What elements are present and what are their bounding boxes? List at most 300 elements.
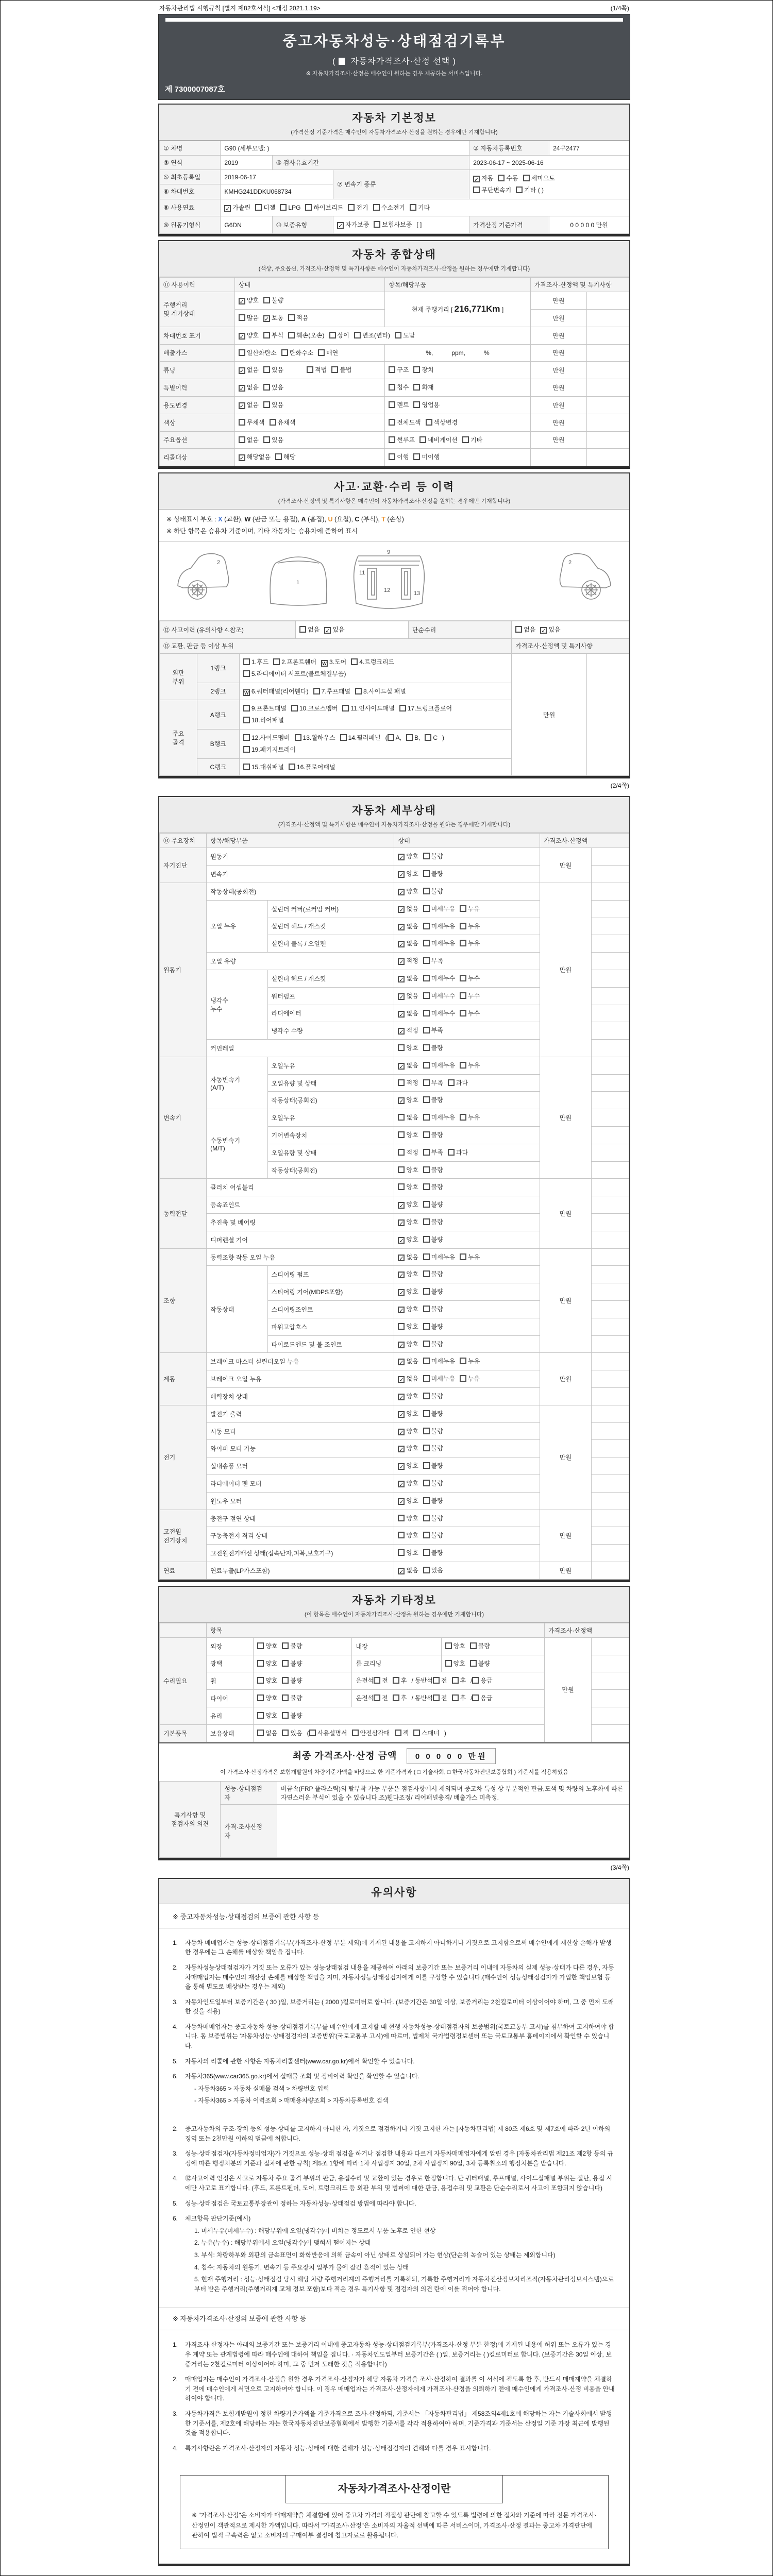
checkbox[interactable] [426,419,432,426]
checkbox[interactable] [282,1712,289,1719]
checkbox[interactable]: ✓ [399,1221,404,1227]
checkbox[interactable]: ✓ [399,1273,404,1279]
checkbox[interactable]: ✓ [399,1464,404,1471]
checkbox[interactable]: ✓ [474,177,479,183]
checkbox[interactable] [423,940,430,946]
checkbox[interactable] [398,1149,405,1156]
checkbox[interactable]: ✓ [399,994,404,1001]
checkbox[interactable] [445,1660,452,1667]
checkbox[interactable]: ✓ [399,959,404,966]
checkbox[interactable] [423,957,430,964]
checkbox[interactable] [398,1323,405,1330]
checkbox[interactable] [398,1549,405,1556]
checkbox[interactable] [398,1044,405,1051]
checkbox[interactable] [406,734,413,741]
text: W [244,516,251,523]
option-label: 양호 [406,1514,418,1522]
checkbox[interactable]: ✓ [399,924,404,931]
checkbox[interactable]: ✓ [338,223,343,230]
checkbox[interactable] [329,332,336,338]
checkbox[interactable] [460,940,466,946]
option-label: 미세누유 [431,905,456,912]
checkbox[interactable]: W [321,660,328,667]
table-cell [586,431,629,449]
checkbox[interactable] [389,436,395,443]
checkbox[interactable] [423,1375,430,1382]
checkbox[interactable]: ✓ [239,403,244,410]
checkbox[interactable]: ✓ [399,1360,404,1366]
checkbox[interactable] [460,1358,466,1364]
notice-subitem: 3. 부식: 차량하부와 외판의 금속표면이 화학반응에 의해 금속이 아닌 상태로 상실되어 가는 현상(단순히 녹슬어 있는 상태는 제외합니다) [194,2251,556,2259]
option-label: 양호 [406,1532,418,1539]
checkbox[interactable] [354,332,361,338]
checkbox[interactable] [460,975,466,981]
checkbox[interactable]: ✓ [399,1377,404,1384]
checkbox[interactable] [398,1532,405,1538]
checkbox[interactable]: ✓ [239,386,244,393]
checkbox[interactable] [289,764,295,770]
table-cell [549,141,629,156]
checkbox[interactable] [393,1677,399,1684]
checkbox[interactable] [352,1730,359,1736]
option-label: 양호 [406,1131,418,1139]
table-cell [394,1440,540,1458]
text: (M/T) [210,1144,225,1152]
option-label: 자동 [481,175,494,182]
section-title: 자동차 기본정보 [352,112,436,124]
checkbox[interactable] [399,705,406,711]
checkbox[interactable] [282,1642,289,1649]
checkbox[interactable] [263,297,270,303]
checkbox[interactable] [393,1694,399,1701]
checkbox[interactable] [498,175,505,181]
checkbox[interactable] [423,1114,430,1121]
checkbox[interactable] [398,1079,405,1086]
checkbox-option [423,1495,443,1507]
checkbox[interactable] [398,1131,405,1138]
checkbox[interactable]: ✓ [399,1063,404,1070]
checkbox[interactable] [423,1079,430,1086]
checkbox[interactable] [423,1236,430,1243]
text: 만원 [559,1210,572,1218]
checkbox[interactable] [255,204,262,211]
checkbox[interactable] [398,1515,405,1521]
checkbox[interactable]: W [243,689,250,696]
checkbox[interactable]: ✓ [399,907,404,913]
checkbox[interactable] [395,332,401,338]
checkbox[interactable] [282,1694,289,1701]
checkbox[interactable] [318,349,325,356]
checkbox[interactable] [423,1183,430,1190]
text: 성능·상태점검 [224,1785,262,1792]
checkbox[interactable] [342,705,349,711]
text: 만원 [562,1686,574,1694]
table-cell [540,1057,591,1179]
checkbox[interactable] [373,204,380,211]
checkbox[interactable]: ✓ [239,368,244,375]
notice-item: 1. 가격조사·산정자는 아래의 보증기간 또는 보증거리 이내에 중고자동차 성능·상태점검기록부(가격조사·산정 부분 한정)에 기재된 내용에 허위 또는 오류가 있는 경우 계약 또는 관계법령에 따라 매수인에 대하여 책임을 집니다. · 자동차인도일부터 보증기간은 ( )일, 보증거리는 ( )킬로미터로 합니다. (보증기간은 30일 이상, 보증거리는 2천킬로미터 이상이어야 하며, 그 중 먼저 도래한 것을 적용합니다) [173,2341,612,2368]
table-cell [394,1492,540,1510]
checkbox[interactable] [340,734,347,741]
checkbox[interactable]: ✓ [399,1447,404,1453]
text: 특기사항 및 [174,1811,206,1819]
checkbox-option [398,1199,418,1211]
checkbox[interactable] [355,688,362,694]
checkbox[interactable]: ✓ [399,1308,404,1314]
checkbox[interactable] [348,204,355,211]
checkbox[interactable]: ✓ [399,1029,404,1036]
checkbox[interactable] [423,1306,430,1312]
checkbox[interactable] [299,626,306,633]
checkbox[interactable] [288,332,295,338]
text: 현재 주행거리 [ [411,306,455,314]
checkbox-option [263,434,283,446]
checkbox[interactable] [423,1341,430,1347]
detail-state-table [159,833,629,1579]
table-cell [234,449,385,466]
checkbox-option [398,886,418,897]
checkbox[interactable] [413,384,420,391]
table-cell [512,638,629,653]
checkbox[interactable]: ✓ [399,1429,404,1436]
checkbox[interactable] [239,419,245,426]
checkbox[interactable] [423,888,430,894]
checkbox-option [255,202,275,214]
checkbox[interactable] [423,1131,430,1138]
option-label: 양호 [406,1235,418,1243]
checkbox[interactable] [423,1323,430,1330]
checkbox[interactable] [460,992,466,999]
checkbox[interactable] [462,436,469,443]
option-label: 불량 [290,1659,303,1667]
checkbox-option [398,1426,418,1437]
checkbox[interactable] [374,221,380,228]
checkbox-option [318,347,338,359]
checkbox[interactable] [460,905,466,912]
checkbox[interactable]: ✓ [399,1412,404,1418]
checkbox[interactable] [460,1253,466,1260]
checkbox-option [275,451,295,463]
checkbox[interactable]: ✓ [225,206,230,212]
checkbox[interactable]: ✓ [399,942,404,948]
checkbox[interactable] [423,1027,430,1033]
checkbox[interactable] [423,923,430,929]
option-label: 없음 [246,401,259,409]
checkbox[interactable] [423,1044,430,1051]
checkbox[interactable] [423,1567,430,1573]
checkbox[interactable] [423,1149,430,1156]
checkbox[interactable] [423,1288,430,1295]
option-label: 불량 [290,1677,303,1685]
checkbox[interactable] [291,705,298,711]
notice-item: 3. 성능·상태점검자(자동차정비업자)가 거짓으로 성능·상태 점검을 하거나 점검한 내용과 다르게 자동차매매업자에게 알린 경우 [자동차관리법 제21조 제2항 등의 규정에 따른 행정처분의 기준과 절차에 관한 규칙] 제5조 1항에 따라 1차 사업정지 30일, 2차 사업정지 90일, 3차 등록취소의 행정처분을 받습니다. [173,2150,614,2167]
checkbox[interactable] [410,204,416,211]
checkbox[interactable] [257,1694,264,1701]
option-label: 불량 [290,1694,303,1702]
text: 만원 [559,1297,572,1305]
text: 만원 [559,1567,572,1574]
checkbox-option [398,1129,418,1141]
table-cell [394,987,540,1005]
text: 기어변속장치 [271,1131,308,1139]
checkbox[interactable]: ✓ [325,628,330,635]
checkbox[interactable] [389,366,395,373]
checkbox[interactable] [239,436,245,443]
checkbox[interactable]: ✓ [399,889,404,896]
checkbox[interactable] [257,1730,264,1736]
checkbox[interactable] [307,366,313,373]
checkbox[interactable]: ✓ [399,1499,404,1505]
checkbox[interactable] [331,366,338,373]
checkbox[interactable] [374,1677,380,1684]
checkbox[interactable] [452,1677,459,1684]
checkbox[interactable] [388,734,394,741]
checkbox[interactable] [280,204,287,211]
checkbox[interactable]: ✓ [399,1238,404,1244]
header-white-bar [165,18,623,22]
checkbox[interactable] [270,419,276,426]
table-cell [394,834,540,848]
checkbox[interactable] [413,453,420,460]
checkbox[interactable] [423,1515,430,1521]
checkbox[interactable] [460,1062,466,1069]
checkbox[interactable] [460,1375,466,1382]
checkbox-option [423,1112,455,1124]
table-cell [267,918,394,935]
checkbox-option [460,1373,480,1385]
checkbox[interactable] [263,384,270,391]
checkbox[interactable] [305,204,312,211]
checkbox[interactable]: ✓ [399,1255,404,1262]
option-label: 누유 [468,922,480,930]
checkbox[interactable] [257,1677,264,1684]
checkbox[interactable] [470,1660,477,1667]
checkbox-option [263,399,283,411]
checkbox[interactable] [243,670,250,677]
checkbox[interactable] [472,1694,479,1701]
checkbox[interactable] [309,1730,316,1736]
checkbox[interactable] [275,453,282,460]
checkbox[interactable] [398,1166,405,1173]
table-cell [394,1318,540,1335]
checkbox[interactable] [448,1079,455,1086]
checkbox[interactable] [243,658,250,665]
checkbox[interactable] [423,1549,430,1556]
checkbox-option [423,903,455,915]
checkbox[interactable]: ✓ [264,316,270,323]
checkbox[interactable] [423,1253,430,1260]
checkbox[interactable] [516,187,523,193]
option-label: C [433,734,438,741]
checkbox[interactable]: ✓ [399,1290,404,1297]
checkbox[interactable] [423,1096,430,1103]
checkbox[interactable] [389,453,395,460]
checkbox[interactable] [374,1694,380,1701]
option-label: 양호 [265,1694,278,1702]
checkbox[interactable] [263,366,270,373]
checkbox-option [398,1147,418,1159]
checkbox[interactable] [351,658,358,665]
checkbox[interactable]: ✓ [399,1395,404,1401]
table-cell [394,883,540,900]
text: 광택 [210,1660,223,1668]
checkbox[interactable] [470,1642,477,1649]
checkbox[interactable]: ✓ [399,976,404,983]
checkbox[interactable] [398,1183,405,1190]
table-row [160,141,629,156]
checkbox[interactable] [257,1712,264,1719]
checkbox[interactable] [282,1660,289,1667]
checkbox[interactable] [423,1062,430,1069]
checkbox[interactable] [281,349,288,356]
checkbox[interactable] [423,1393,430,1399]
checkbox[interactable]: ✓ [399,872,404,879]
table-cell [592,1690,629,1707]
checkbox[interactable] [313,688,320,694]
checkbox[interactable]: ✓ [399,1098,404,1105]
option-label: 양호 [265,1711,278,1719]
table-cell [540,1405,591,1510]
checkbox[interactable] [460,1010,466,1016]
table-cell [197,653,239,683]
checkbox[interactable] [423,1270,430,1277]
checkbox[interactable] [257,1660,264,1667]
checkbox[interactable] [257,1642,264,1649]
table-cell [160,1781,221,1857]
text: 라디에이터 팬 모터 [210,1480,262,1487]
checkbox-option [374,219,412,231]
table-cell [296,621,409,639]
checkbox[interactable] [423,1166,430,1173]
checkbox[interactable] [263,401,270,408]
checkbox[interactable] [523,175,530,181]
checkbox[interactable] [243,746,250,753]
table-cell [586,309,629,327]
checkbox[interactable] [423,1358,430,1364]
checkbox[interactable] [433,1677,440,1684]
checkbox[interactable] [448,1149,455,1156]
checkbox[interactable] [243,705,250,711]
checkbox-option [423,1216,443,1228]
checkbox[interactable] [423,853,430,859]
checkbox[interactable] [389,384,395,391]
table-cell [586,414,629,431]
checkbox[interactable]: ✓ [239,299,244,306]
checkbox[interactable] [413,401,420,408]
option-label: 미세누유 [431,1061,456,1069]
checkbox[interactable] [423,975,430,981]
checkbox[interactable] [243,764,250,770]
checkbox[interactable] [263,332,270,338]
checkbox[interactable]: ✓ [399,1342,404,1349]
checkbox[interactable] [460,1114,466,1121]
checkbox[interactable]: ✓ [399,855,404,861]
section-title: 사고·교환·수리 등 이력 [333,481,455,494]
checkbox[interactable]: ✓ [399,1011,404,1018]
checkbox[interactable] [295,734,301,741]
checkbox[interactable] [423,1428,430,1434]
checkbox[interactable] [452,1694,459,1701]
table-cell [592,1161,629,1179]
checkbox[interactable] [423,1010,430,1016]
checkbox[interactable] [423,992,430,999]
checkbox[interactable] [460,923,466,929]
checkbox[interactable] [515,626,522,633]
checkbox[interactable] [423,1445,430,1451]
checkbox[interactable] [395,1730,401,1736]
option-label: 불량 [431,1235,443,1243]
table-cell [160,278,235,292]
checkbox[interactable] [288,314,295,321]
diagram-label: 11 [359,570,365,577]
checkbox-option [460,903,480,915]
checkbox[interactable] [423,1480,430,1486]
table-cell [592,1127,629,1144]
checkbox[interactable]: ✓ [399,1482,404,1488]
checkbox[interactable] [423,1218,430,1225]
checkbox[interactable] [425,734,431,741]
checkbox[interactable] [243,734,250,741]
checkbox[interactable] [433,1694,440,1701]
checkbox[interactable] [413,1730,420,1736]
checkbox-option [398,1495,418,1507]
checkbox[interactable] [239,349,245,356]
checkbox[interactable] [472,1677,479,1684]
checkbox[interactable] [282,1677,289,1684]
checkbox[interactable] [239,314,245,321]
table-cell [540,1510,591,1562]
table-row [160,621,629,639]
checkbox[interactable] [473,187,480,193]
checkbox[interactable] [423,1410,430,1417]
checkbox[interactable] [423,1201,430,1208]
table-cell [530,396,586,414]
table-cell [592,1475,629,1493]
checkbox[interactable] [419,436,426,443]
checkbox[interactable] [389,419,395,426]
table-cell [333,216,469,234]
checkbox-option [299,624,320,636]
checkbox[interactable] [389,401,395,408]
checkbox[interactable] [263,436,270,443]
option-label: 누유 [468,1253,480,1261]
checkbox[interactable]: ✓ [541,628,546,635]
checkbox[interactable] [423,870,430,877]
checkbox[interactable] [273,658,280,665]
checkbox[interactable] [282,1730,289,1736]
checkbox-option [337,219,369,231]
checkbox[interactable] [413,366,420,373]
checkbox[interactable] [398,1114,405,1121]
checkbox[interactable] [423,1462,430,1469]
checkbox-option [473,184,511,196]
text: 브레이크 마스터 실린더오일 누유 [210,1358,299,1366]
checkbox[interactable] [423,1532,430,1538]
checkbox[interactable] [445,1642,452,1649]
checkbox[interactable] [243,717,250,723]
checkbox[interactable] [423,1497,430,1504]
checkbox[interactable]: ✓ [239,455,244,462]
section-other-info [158,1586,630,1860]
checkbox[interactable]: ✓ [399,1203,404,1210]
checkbox[interactable] [423,905,430,912]
table-cell [160,379,235,397]
checkbox[interactable]: ✓ [399,1569,404,1575]
table-cell [592,1353,629,1370]
car-outline-drawing [167,546,621,613]
option-label: 적정 [406,957,418,965]
checkbox[interactable]: ✓ [239,333,244,340]
